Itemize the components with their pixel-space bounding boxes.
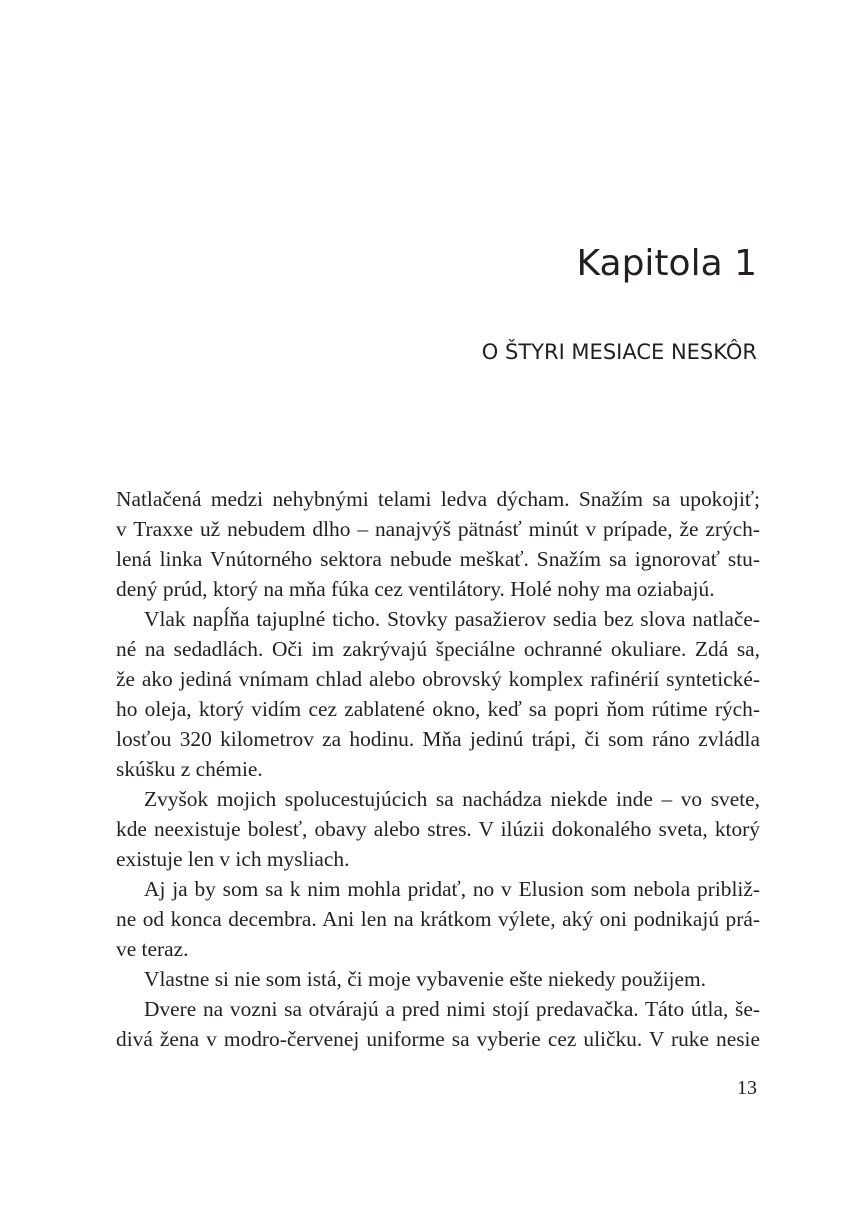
chapter-subtitle: O ŠTYRI MESIACE NESKÔR	[481, 340, 757, 364]
text-line: Vlak napĺňa tajuplné ticho. Stovky pasažierov sedia bez slova natlače-	[144, 607, 760, 631]
text-line: existuje len v ich mysliach.	[116, 847, 350, 871]
text-line: v Traxxe už nebudem dlho – nanajvýš pätnásť minút v prípade, že zrých-	[116, 517, 760, 541]
text-line: kde neexistuje bolesť, obavy alebo stres. V ilúzii dokonalého sveta, ktorý	[116, 817, 760, 841]
text-line: Dvere na vozni sa otvárajú a pred nimi stojí predavačka. Táto útla, še-	[144, 997, 760, 1021]
text-line: Zvyšok mojich spolucestujúcich sa nachádza niekde inde – vo svete,	[144, 787, 760, 811]
text-line: Vlastne si nie som istá, či moje vybavenie ešte niekedy použijem.	[144, 967, 706, 991]
text-line: losťou 320 kilometrov za hodinu. Mňa jedinú trápi, či som ráno zvládla	[116, 727, 760, 751]
text-line: že ako jediná vnímam chlad alebo obrovský komplex rafinérií syntetické-	[116, 667, 760, 691]
text-line: skúšku z chémie.	[116, 757, 263, 781]
text-line: divá žena v modro-červenej uniforme sa vyberie cez uličku. V ruke nesie	[116, 1027, 760, 1051]
text-line: ve teraz.	[116, 937, 189, 961]
text-line: dený prúd, ktorý na mňa fúka cez ventilátory. Holé nohy ma oziabajú.	[116, 577, 715, 601]
text-line: né na sedadlách. Oči im zakrývajú špeciálne ochranné okuliare. Zdá sa,	[116, 637, 760, 661]
text-line: Aj ja by som sa k nim mohla pridať, no v Elusion som nebola približ-	[144, 877, 760, 901]
page-number: 13	[737, 1077, 757, 1099]
chapter-title: Kapitola 1	[576, 243, 757, 284]
text-line: ho oleja, ktorý vidím cez zablatené okno, keď sa popri ňom rútime rých-	[116, 697, 760, 721]
text-line: Natlačená medzi nehybnými telami ledva dýcham. Snažím sa upokojiť;	[116, 487, 760, 511]
text-line: ne od konca decembra. Ani len na krátkom výlete, aký oni podnikajú prá-	[116, 907, 760, 931]
text-line: lená linka Vnútorného sektora nebude meškať. Snažím sa ignorovať stu-	[116, 547, 760, 571]
body-text	[116, 484, 760, 1054]
